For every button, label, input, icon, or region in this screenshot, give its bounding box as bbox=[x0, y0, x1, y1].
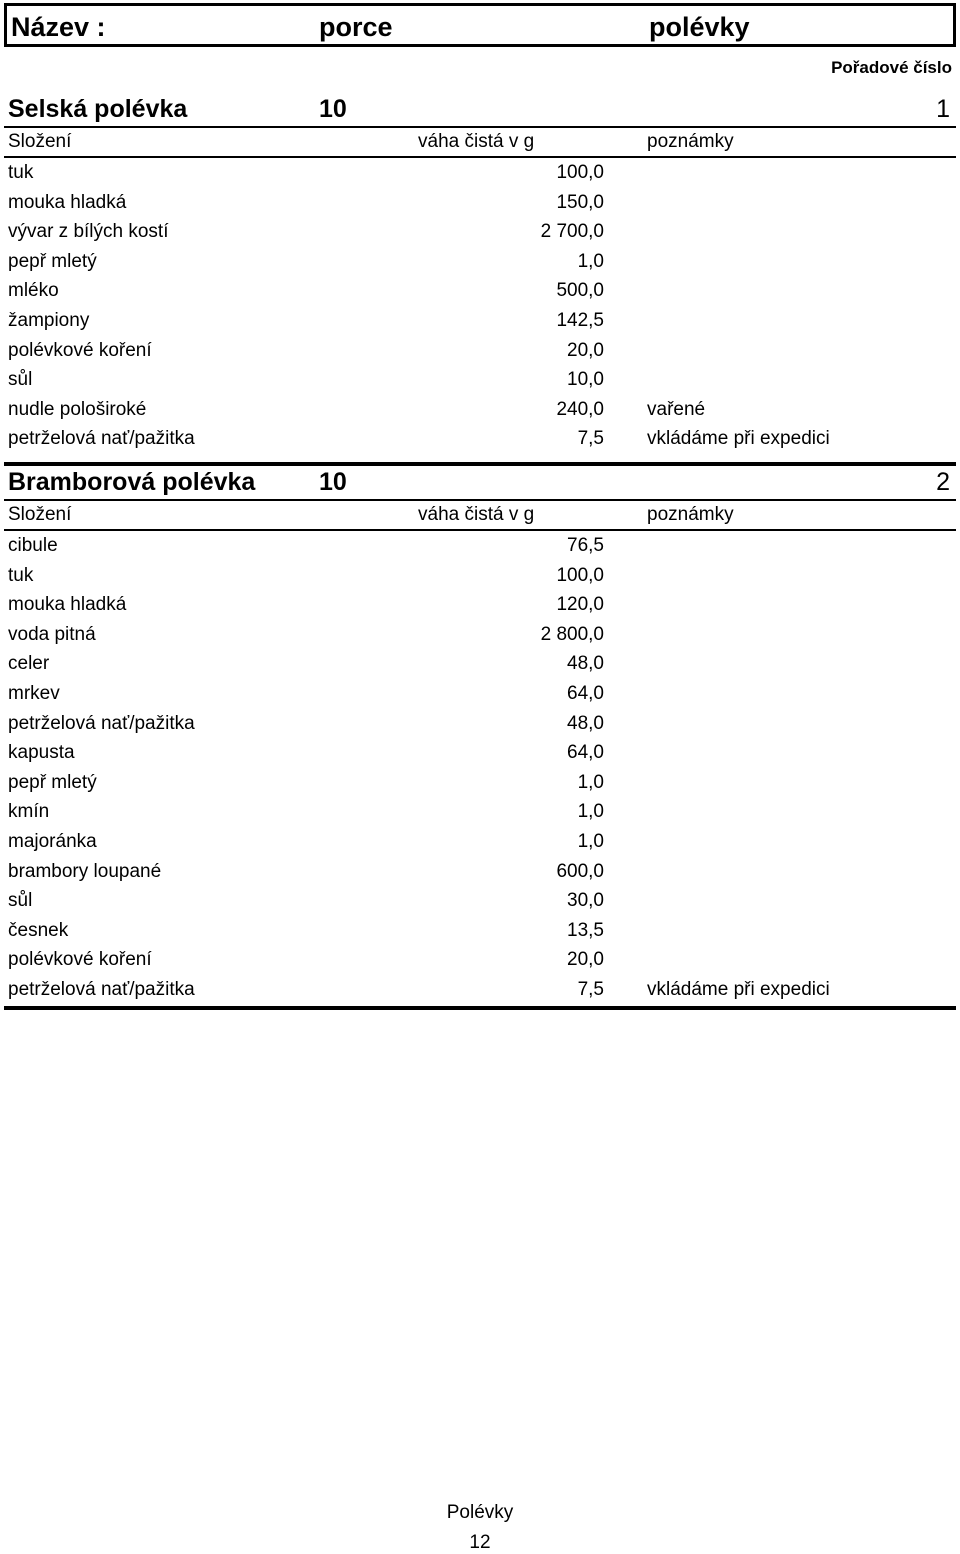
ingredient-name: mléko bbox=[8, 280, 59, 302]
ingredient-name: sůl bbox=[8, 890, 33, 912]
ingredient-weight: 150,0 bbox=[556, 191, 604, 213]
ingredient-name: pepř mletý bbox=[8, 771, 97, 793]
ingredient-name: brambory loupané bbox=[8, 860, 162, 882]
ingredient-row bbox=[4, 649, 956, 679]
column-weight: váha čistá v g bbox=[418, 131, 535, 152]
ingredient-row bbox=[4, 158, 956, 188]
column-notes: poznámky bbox=[647, 131, 734, 152]
recipe-name: Bramborová polévka bbox=[8, 468, 256, 496]
ingredient-name: cibule bbox=[8, 535, 58, 556]
ingredient-name: petrželová nať/pažitka bbox=[8, 712, 195, 734]
document-header bbox=[4, 3, 956, 47]
ingredient-weight: 7,5 bbox=[577, 428, 604, 450]
ingredient-row bbox=[4, 857, 956, 887]
ingredient-name: kmín bbox=[8, 801, 50, 823]
category-label: polévky bbox=[649, 12, 750, 42]
recipe-portions: 10 bbox=[319, 95, 347, 123]
ingredient-name: tuk bbox=[8, 564, 34, 586]
ingredient-row bbox=[4, 827, 956, 857]
ingredient-row bbox=[4, 709, 956, 739]
ingredient-weight: 1,0 bbox=[577, 771, 604, 793]
ingredient-weight: 7,5 bbox=[577, 978, 604, 1000]
ingredient-weight: 1,0 bbox=[577, 801, 604, 823]
ingredient-weight: 120,0 bbox=[556, 594, 604, 616]
ingredient-weight: 240,0 bbox=[556, 398, 604, 420]
ingredient-weight: 20,0 bbox=[567, 949, 604, 971]
ingredient-weight: 1,0 bbox=[577, 250, 604, 272]
ingredient-row bbox=[4, 217, 956, 247]
recipe-title-row bbox=[4, 92, 956, 126]
ingredient-row bbox=[4, 188, 956, 218]
column-header-row bbox=[4, 126, 956, 158]
ingredient-note: vkládáme při expedici bbox=[647, 428, 830, 450]
name-label: Název : bbox=[11, 12, 106, 42]
ingredient-weight: 48,0 bbox=[567, 712, 604, 734]
ingredient-name: mrkev bbox=[8, 682, 60, 704]
ingredient-row bbox=[4, 561, 956, 591]
ingredient-name: česnek bbox=[8, 919, 69, 941]
ingredient-name: polévkové koření bbox=[8, 339, 152, 361]
ingredient-name: vývar z bílých kostí bbox=[8, 221, 169, 243]
ingredient-row bbox=[4, 531, 956, 561]
ingredient-row bbox=[4, 247, 956, 277]
ingredient-name: majoránka bbox=[8, 830, 97, 852]
ingredient-weight: 48,0 bbox=[567, 653, 604, 675]
column-notes: poznámky bbox=[647, 504, 734, 525]
portions-label: porce bbox=[319, 12, 393, 42]
ingredient-row bbox=[4, 276, 956, 306]
ingredient-weight: 600,0 bbox=[556, 860, 604, 882]
recipe-name: Selská polévka bbox=[8, 95, 188, 123]
ingredient-weight: 500,0 bbox=[556, 280, 604, 302]
ingredient-weight: 64,0 bbox=[567, 742, 604, 764]
ingredient-name: celer bbox=[8, 653, 50, 675]
ingredient-row bbox=[4, 768, 956, 798]
ingredient-weight: 100,0 bbox=[556, 564, 604, 586]
recipe-title-row bbox=[4, 465, 956, 499]
column-weight: váha čistá v g bbox=[418, 504, 535, 525]
ingredient-weight: 20,0 bbox=[567, 339, 604, 361]
ingredient-name: kapusta bbox=[8, 742, 75, 764]
ingredient-weight: 76,5 bbox=[567, 535, 604, 556]
column-composition: Složení bbox=[8, 504, 72, 525]
ingredient-name: tuk bbox=[8, 162, 34, 183]
ingredient-note: vkládáme při expedici bbox=[647, 978, 830, 1000]
column-composition: Složení bbox=[8, 131, 72, 152]
ingredient-name: pepř mletý bbox=[8, 250, 97, 272]
ingredient-row bbox=[4, 975, 956, 1005]
ingredient-name: voda pitná bbox=[8, 623, 96, 645]
ingredient-name: mouka hladká bbox=[8, 191, 127, 213]
ingredient-name: petrželová nať/pažitka bbox=[8, 978, 195, 1000]
ingredient-name: polévkové koření bbox=[8, 949, 152, 971]
ingredient-row bbox=[4, 424, 956, 454]
ingredient-weight: 30,0 bbox=[567, 890, 604, 912]
recipe-separator bbox=[4, 1006, 956, 1010]
ingredient-row bbox=[4, 590, 956, 620]
recipe-block bbox=[4, 92, 956, 454]
column-header-row bbox=[4, 499, 956, 531]
ingredient-name: petrželová nať/pažitka bbox=[8, 428, 195, 450]
ingredient-weight: 142,5 bbox=[556, 309, 604, 331]
ingredient-weight: 2 700,0 bbox=[540, 221, 604, 243]
ingredient-weight: 10,0 bbox=[567, 369, 604, 391]
ingredient-row bbox=[4, 679, 956, 709]
ingredient-row bbox=[4, 916, 956, 946]
ingredient-row bbox=[4, 797, 956, 827]
ingredient-weight: 13,5 bbox=[567, 919, 604, 941]
ingredient-name: mouka hladká bbox=[8, 594, 127, 616]
ingredient-name: žampiony bbox=[8, 309, 90, 331]
ingredient-row bbox=[4, 738, 956, 768]
ingredient-row bbox=[4, 395, 956, 425]
ingredient-weight: 2 800,0 bbox=[540, 623, 604, 645]
ingredient-row bbox=[4, 620, 956, 650]
footer-section: Polévky bbox=[446, 1502, 514, 1523]
recipe-number: 2 bbox=[936, 468, 950, 496]
recipe-number: 1 bbox=[936, 95, 950, 123]
ingredient-row bbox=[4, 886, 956, 916]
recipe-block bbox=[4, 465, 956, 1005]
ingredient-row bbox=[4, 306, 956, 336]
ingredient-weight: 100,0 bbox=[556, 162, 604, 183]
ingredient-note: vařené bbox=[647, 398, 706, 420]
footer-page-number: 12 bbox=[469, 1532, 491, 1553]
ingredient-weight: 64,0 bbox=[567, 682, 604, 704]
ingredient-name: sůl bbox=[8, 369, 33, 391]
ingredient-row bbox=[4, 336, 956, 366]
ingredient-row bbox=[4, 365, 956, 395]
ingredient-weight: 1,0 bbox=[577, 830, 604, 852]
ingredient-row bbox=[4, 945, 956, 975]
ingredient-name: nudle pološiroké bbox=[8, 398, 147, 420]
order-number-label: Pořadové číslo bbox=[831, 58, 952, 77]
recipe-portions: 10 bbox=[319, 468, 347, 496]
